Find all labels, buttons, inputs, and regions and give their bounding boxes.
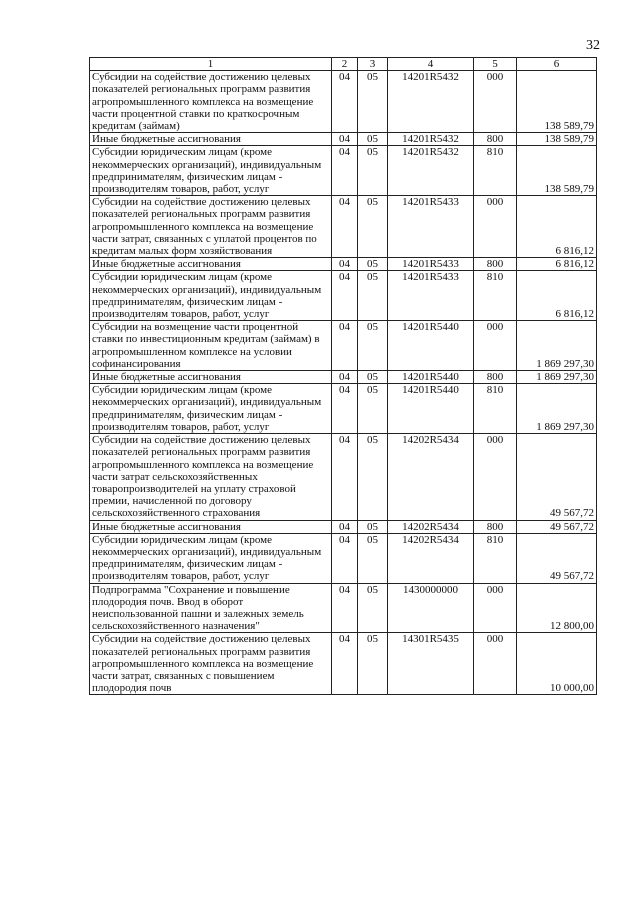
subsection-code-cell: 05 xyxy=(358,533,388,583)
target-article-cell: 14202R5434 xyxy=(388,434,474,520)
page-number: 32 xyxy=(586,38,600,53)
table-row xyxy=(90,384,597,434)
target-article-cell: 14202R5434 xyxy=(388,520,474,533)
section-code-cell: 04 xyxy=(332,633,358,695)
amount-cell: 1 869 297,30 xyxy=(517,321,597,371)
amount-cell: 1 869 297,30 xyxy=(517,371,597,384)
table-row xyxy=(90,258,597,271)
expense-type-cell: 810 xyxy=(474,146,517,196)
subsection-code-cell: 05 xyxy=(358,583,388,633)
target-article-cell: 14301R5435 xyxy=(388,633,474,695)
subsection-code-cell: 05 xyxy=(358,196,388,258)
target-article-cell: 14202R5434 xyxy=(388,533,474,583)
table-row xyxy=(90,71,597,133)
section-code-cell: 04 xyxy=(332,71,358,133)
target-article-cell: 14201R5433 xyxy=(388,258,474,271)
target-article-cell: 14201R5440 xyxy=(388,384,474,434)
expense-type-cell: 000 xyxy=(474,71,517,133)
section-code-cell: 04 xyxy=(332,271,358,321)
subsection-code-cell: 05 xyxy=(358,520,388,533)
row-name-cell: Субсидии юридическим лицам (кроме некоммерческих организаций), индивидуальным предпринимателям, физическим лицам - производителям товаров, работ, услуг xyxy=(90,384,332,434)
section-code-cell: 04 xyxy=(332,520,358,533)
section-code-cell: 04 xyxy=(332,321,358,371)
section-code-cell: 04 xyxy=(332,434,358,520)
subsection-code-cell: 05 xyxy=(358,258,388,271)
amount-cell: 49 567,72 xyxy=(517,520,597,533)
target-article-cell: 14201R5440 xyxy=(388,321,474,371)
column-header: 3 xyxy=(358,58,388,71)
row-name-cell: Субсидии юридическим лицам (кроме некоммерческих организаций), индивидуальным предпринимателям, физическим лицам - производителям товаров, работ, услуг xyxy=(90,271,332,321)
subsection-code-cell: 05 xyxy=(358,371,388,384)
target-article-cell: 14201R5433 xyxy=(388,196,474,258)
subsection-code-cell: 05 xyxy=(358,71,388,133)
expense-type-cell: 810 xyxy=(474,384,517,434)
row-name-cell: Субсидии на содействие достижению целевых показателей региональных программ развития агропромышленного комплекса на возмещение части процентной ставки по краткосрочным кредитам (займам) xyxy=(90,71,332,133)
row-name-cell: Иные бюджетные ассигнования xyxy=(90,520,332,533)
table-row xyxy=(90,583,597,633)
row-name-cell: Подпрограмма "Сохранение и повышение плодородия почв. Ввод в оборот неиспользованной пашни и залежных земель сельскохозяйственного назначения" xyxy=(90,583,332,633)
amount-cell: 6 816,12 xyxy=(517,271,597,321)
table-row xyxy=(90,196,597,258)
amount-cell: 6 816,12 xyxy=(517,196,597,258)
section-code-cell: 04 xyxy=(332,533,358,583)
table-row xyxy=(90,133,597,146)
table-row xyxy=(90,434,597,520)
row-name-cell: Субсидии юридическим лицам (кроме некоммерческих организаций), индивидуальным предпринимателям, физическим лицам - производителям товаров, работ, услуг xyxy=(90,533,332,583)
section-code-cell: 04 xyxy=(332,371,358,384)
row-name-cell: Субсидии юридическим лицам (кроме некоммерческих организаций), индивидуальным предпринимателям, физическим лицам - производителям товаров, работ, услуг xyxy=(90,146,332,196)
amount-cell: 138 589,79 xyxy=(517,133,597,146)
expense-type-cell: 800 xyxy=(474,520,517,533)
amount-cell: 138 589,79 xyxy=(517,71,597,133)
target-article-cell: 1430000000 xyxy=(388,583,474,633)
section-code-cell: 04 xyxy=(332,258,358,271)
column-header: 6 xyxy=(517,58,597,71)
budget-table xyxy=(89,57,597,695)
row-name-cell: Субсидии на содействие достижению целевых показателей региональных программ развития агропромышленного комплекса на возмещение части затрат, связанных с повышением плодородия почв xyxy=(90,633,332,695)
table-row xyxy=(90,271,597,321)
section-code-cell: 04 xyxy=(332,146,358,196)
amount-cell: 138 589,79 xyxy=(517,146,597,196)
column-header: 2 xyxy=(332,58,358,71)
target-article-cell: 14201R5432 xyxy=(388,71,474,133)
subsection-code-cell: 05 xyxy=(358,434,388,520)
expense-type-cell: 000 xyxy=(474,633,517,695)
section-code-cell: 04 xyxy=(332,196,358,258)
row-name-cell: Субсидии на содействие достижению целевых показателей региональных программ развития агропромышленного комплекса на возмещение части затрат, связанных с уплатой процентов по кредитам малых форм хозяйствования xyxy=(90,196,332,258)
column-header: 1 xyxy=(90,58,332,71)
table-row xyxy=(90,633,597,695)
subsection-code-cell: 05 xyxy=(358,146,388,196)
target-article-cell: 14201R5433 xyxy=(388,271,474,321)
row-name-cell: Иные бюджетные ассигнования xyxy=(90,133,332,146)
amount-cell: 6 816,12 xyxy=(517,258,597,271)
target-article-cell: 14201R5440 xyxy=(388,371,474,384)
expense-type-cell: 000 xyxy=(474,434,517,520)
column-header: 4 xyxy=(388,58,474,71)
subsection-code-cell: 05 xyxy=(358,384,388,434)
amount-cell: 1 869 297,30 xyxy=(517,384,597,434)
target-article-cell: 14201R5432 xyxy=(388,133,474,146)
table-row xyxy=(90,533,597,583)
table-row xyxy=(90,371,597,384)
amount-cell: 49 567,72 xyxy=(517,533,597,583)
expense-type-cell: 800 xyxy=(474,258,517,271)
table-row xyxy=(90,520,597,533)
row-name-cell: Иные бюджетные ассигнования xyxy=(90,371,332,384)
expense-type-cell: 810 xyxy=(474,271,517,321)
expense-type-cell: 000 xyxy=(474,196,517,258)
subsection-code-cell: 05 xyxy=(358,321,388,371)
section-code-cell: 04 xyxy=(332,384,358,434)
subsection-code-cell: 05 xyxy=(358,633,388,695)
subsection-code-cell: 05 xyxy=(358,133,388,146)
table-row xyxy=(90,321,597,371)
expense-type-cell: 800 xyxy=(474,371,517,384)
table-header-row xyxy=(90,58,597,71)
expense-type-cell: 800 xyxy=(474,133,517,146)
table-row xyxy=(90,146,597,196)
row-name-cell: Субсидии на возмещение части процентной ставки по инвестиционным кредитам (займам) в агропромышленном комплексе на условии софинансирования xyxy=(90,321,332,371)
amount-cell: 10 000,00 xyxy=(517,633,597,695)
subsection-code-cell: 05 xyxy=(358,271,388,321)
expense-type-cell: 000 xyxy=(474,321,517,371)
amount-cell: 49 567,72 xyxy=(517,434,597,520)
column-header: 5 xyxy=(474,58,517,71)
section-code-cell: 04 xyxy=(332,583,358,633)
amount-cell: 12 800,00 xyxy=(517,583,597,633)
row-name-cell: Иные бюджетные ассигнования xyxy=(90,258,332,271)
row-name-cell: Субсидии на содействие достижению целевых показателей региональных программ развития агропромышленного комплекса на возмещение части затрат сельскохозяйственных товаропроизводителей на уплату страховой премии, начисленной по договору сельскохозяйственного страхования xyxy=(90,434,332,520)
target-article-cell: 14201R5432 xyxy=(388,146,474,196)
expense-type-cell: 000 xyxy=(474,583,517,633)
section-code-cell: 04 xyxy=(332,133,358,146)
expense-type-cell: 810 xyxy=(474,533,517,583)
